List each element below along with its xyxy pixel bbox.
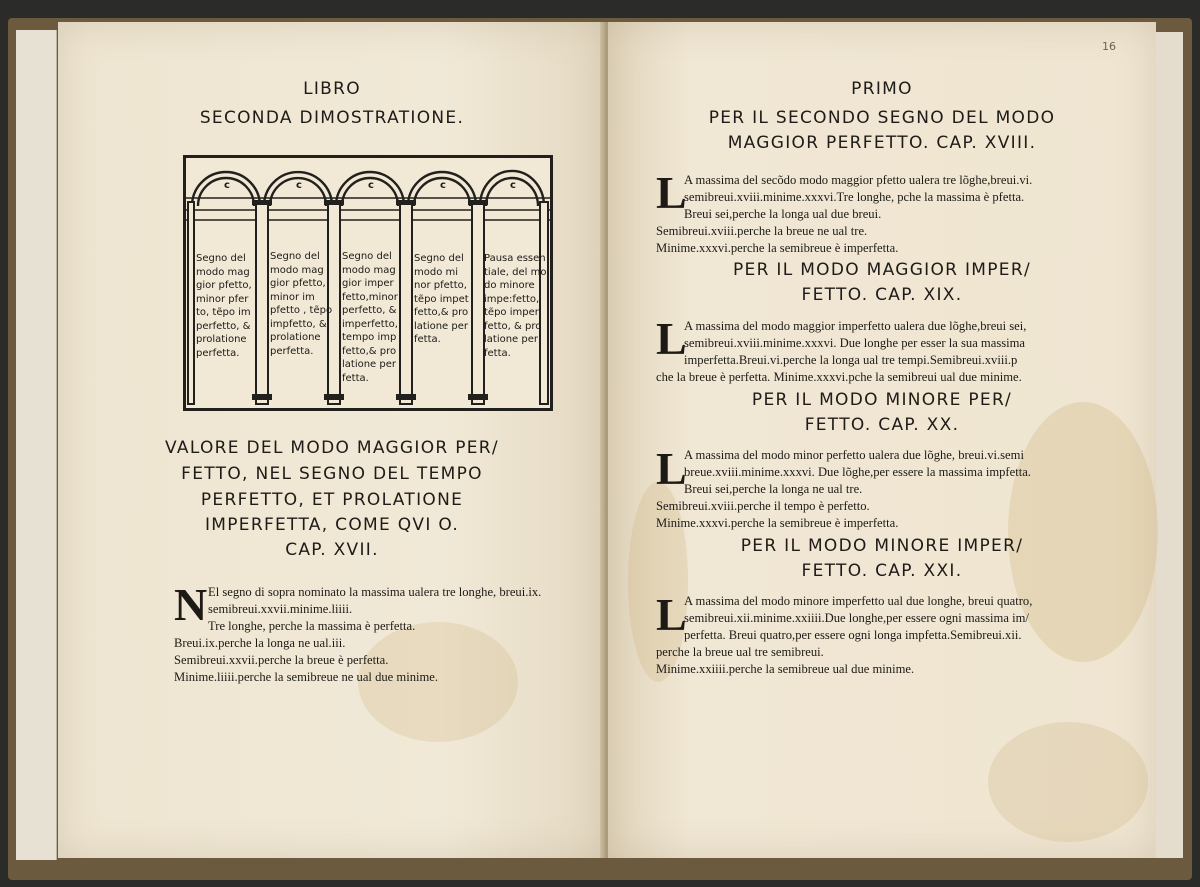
sign-glyph: c [224,180,230,191]
text-line: semibreui.xii.minime.xxiiii.Due longhe,per essere ogni massima im/ [684,611,1029,625]
column-line: Pausa essen [484,253,546,264]
column-line: pfetto , tẽpo [270,305,333,316]
column-line: fetto,minor [342,291,398,303]
column-line: perfetto, & [196,320,251,332]
text-line: A massima del modo minor perfetto ualera due lõghe, breui.vi.semi [684,448,1024,462]
text-line: Breui sei,perche la longa ne ual tre. [684,482,863,496]
woodcut-column-1 [196,252,262,360]
text-line: A massima del modo maggior imperfetto ualera due lõghe,breui sei, [684,319,1027,333]
chapter-title-line: FETTO. CAP. XXI. [801,561,963,581]
chapter-title-line: PER IL MODO MAGGIOR IMPER/ [733,260,1031,280]
column-line: latione per [342,359,397,370]
column-line: tempo imp [342,332,397,343]
text-line: perfetta. Breui quatro,per essere ogni longa impfetta.Semibreui.xii. [684,628,1022,642]
column-line: Segno del [414,253,464,264]
column-line: gior imper [342,278,394,289]
column-line: fetto, & pro [484,320,542,332]
text-line: Minime.liiii.perche la semibreue ne ual due minime. [174,670,439,684]
sign-glyph: c [510,180,516,191]
initial-letter: L [656,167,687,218]
column-line: gior pfetto, [270,278,326,289]
column-line: imperfetto, [342,318,398,330]
chapter-title-line: FETTO. CAP. XX. [804,415,960,435]
initial-letter: L [656,313,687,364]
column-line: gior pfetto, [196,280,252,291]
chapter-title-line: CAP. XVII. [285,540,379,560]
initial-letter: L [656,589,687,640]
column-line: modo mag [196,266,250,278]
text-line: El segno di sopra nominato la massima ualera tre longhe, breui.ix. [208,585,542,599]
chapter-text-xvii [208,584,541,635]
flyleaf-left [16,30,57,860]
column-line: fetto,& pro [414,307,469,318]
chapter-text-xxi [684,593,1032,644]
text-line: Semibreui.xxvii.perche la breue è perfetta. [174,653,389,667]
column-line: perfetto, & [342,305,397,316]
running-head-left: LIBRO [303,79,361,99]
column-line: do minore [484,280,535,291]
woodcut-column-5 [484,252,550,360]
chapter-title-line: PER IL MODO MINORE IMPER/ [740,536,1024,556]
text-line: imperfetta.Breui.vi.perche la longa ual tre tempi.Semibreui.xviii.p [684,353,1018,367]
column-line: tẽpo impet [414,293,469,305]
chapter-title-line: VALORE DEL MODO MAGGIOR PER/ [165,438,499,458]
woodcut-column-4 [414,252,480,347]
sign-glyph: c [368,180,374,191]
column-line: fetto,& pro [342,345,397,357]
column-line: modo mag [342,264,396,276]
column-line: minor im [270,291,315,303]
column-line: Segno del [196,253,246,264]
column-line: modo mag [270,264,324,276]
text-line: che la breue è perfetta. Minime.xxxvi.pche la semibreui ual due minime. [656,370,1022,384]
text-line: Breui sei,perche la longa ual due breui. [684,207,882,221]
column-line: modo mi [414,266,459,278]
column-line: minor pfer [196,293,249,305]
right-page [608,22,1156,858]
column-line: impfetto, & [270,318,327,330]
chapter-text-xix [684,318,1026,369]
column-line: prolatione [196,334,247,345]
chapter-title-line: IMPERFETTA, COME QVI O. [204,515,460,535]
text-line: A massima del secõdo modo maggior pfetto ualera tre lõghe,breui.vi. [684,173,1033,187]
text-line: semibreui.xviii.minime.xxxvi.Tre longhe, pche la massima è pfetta. [684,190,1025,204]
text-line: breue.xviii.minime.xxxvi. Due lõghe,per essere la massima impfetta. [684,465,1031,479]
text-line: Minime.xxiiii.perche la semibreue ual due minime. [656,662,915,676]
chapter-text-xix-cont [656,369,1022,386]
text-line: semibreui.xviii.minime.xxxvi. Due longhe per esser la sua massima [684,336,1026,350]
text-line: Semibreui.xviii.perche la breue ne ual tre. [656,224,868,238]
column-line: impe:fetto, [484,293,540,305]
text-line: Semibreui.xviii.perche il tempo è perfetto. [656,499,870,513]
column-line: fetta. [342,372,369,384]
sign-glyph: c [440,180,446,191]
column-line: Segno del [270,251,320,262]
column-line: Segno del [342,251,392,262]
column-line: fetta. [414,334,441,345]
initial-letter: L [656,443,687,494]
section-title: SECONDA DIMOSTRATIONE. [199,108,465,128]
column-line: perfetta. [196,347,240,359]
left-page [58,22,606,858]
chapter-title-line: FETTO. CAP. XIX. [801,285,963,305]
chapter-text-xvii-cont [174,635,438,686]
column-line: perfetta. [270,345,314,357]
text-line: Breui.ix.perche la longa ne ual.iii. [174,636,346,650]
woodcut-illustration [183,155,553,411]
text-line: Minime.xxxvi.perche la semibreue è imperfetta. [656,516,899,530]
chapter-text-xviii [684,172,1032,223]
chapter-text-xviii-cont [656,223,898,257]
column-line: latione per [484,334,539,345]
sign-glyph: c [296,180,302,191]
running-head-right: PRIMO [851,79,913,99]
text-line: Tre longhe, perche la massima è perfetta. [208,619,416,633]
paper-stain [988,722,1148,842]
folio-number: 16 [1102,40,1116,53]
chapter-title-line: PER IL SECONDO SEGNO DEL MODO [708,108,1056,128]
woodcut-column-3 [342,250,408,385]
column-line: tiale, del mo [484,266,547,278]
column-line: nor pfetto, [414,280,467,291]
column-line: tẽpo imper [484,307,539,318]
text-line: perche la breue ual tre semibreui. [656,645,824,659]
chapter-title-line: PER IL MODO MINORE PER/ [751,390,1013,410]
woodcut-column-2 [270,250,336,358]
text-line: Minime.xxxvi.perche la semibreue è imperfetta. [656,241,899,255]
text-line: A massima del modo minore imperfetto ual due longhe, breui quatro, [684,594,1033,608]
chapter-text-xxi-cont [656,644,914,678]
column-line: to, tẽpo im [196,307,251,318]
column-line: prolatione [270,332,321,343]
chapter-title-line: FETTO, NEL SEGNO DEL TEMPO [181,464,483,484]
chapter-text-xx [684,447,1031,498]
initial-letter: N [174,579,208,630]
chapter-title-line: PERFETTO, ET PROLATIONE [200,490,464,510]
column-line: latione per [414,320,469,332]
text-line: semibreui.xxvii.minime.liiii. [208,602,353,616]
chapter-title-line: MAGGIOR PERFETTO. CAP. XVIII. [727,133,1037,153]
chapter-text-xx-cont [656,498,898,532]
column-line: fetta. [484,347,511,359]
